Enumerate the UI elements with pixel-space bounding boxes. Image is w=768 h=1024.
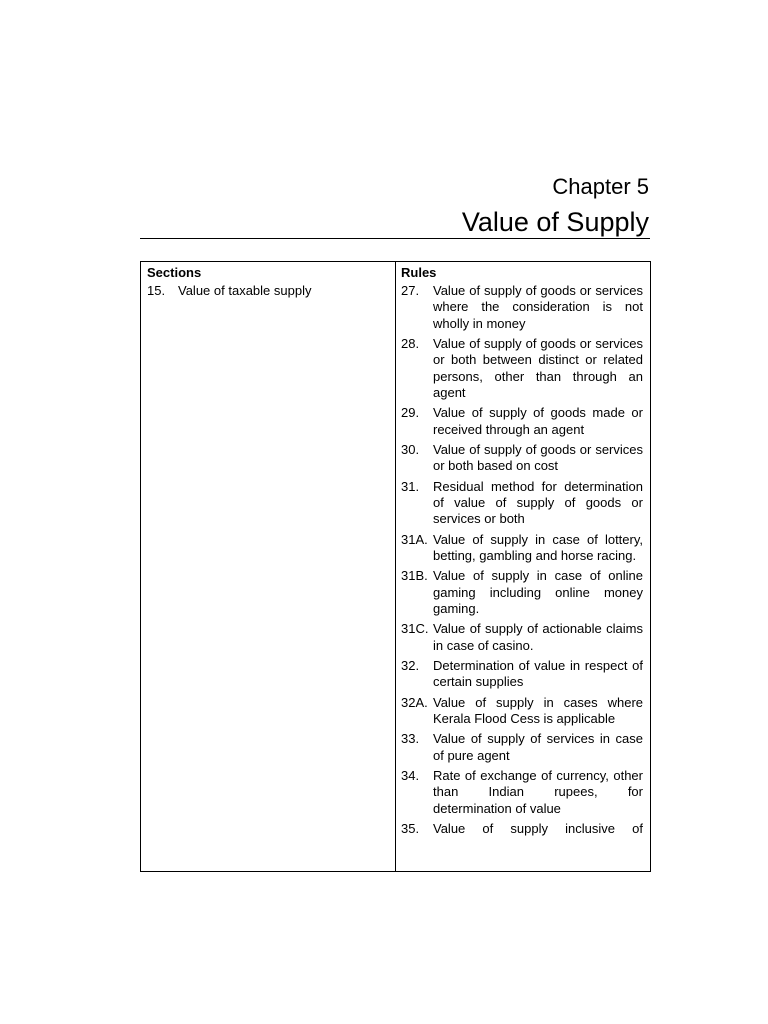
rule-text: Value of supply of goods or services or both between distinct or related persons, other than through an agent — [433, 336, 643, 401]
rule-number: 31A. — [401, 531, 428, 547]
rule-item — [401, 658, 643, 691]
chapter-number: Chapter 5 — [552, 174, 649, 199]
rule-item — [401, 405, 643, 438]
rules-column — [396, 262, 650, 871]
rule-item — [401, 442, 643, 475]
rule-number: 31C. — [401, 621, 429, 637]
sections-rules-table — [140, 261, 651, 872]
rule-number: 34. — [401, 767, 420, 783]
rule-text: Rate of exchange of currency, other than Indian rupees, for determination of value — [433, 767, 643, 816]
rule-text: Determination of value in respect of certain supplies — [433, 657, 643, 690]
rule-number: 30. — [401, 442, 420, 458]
sections-header: Sections — [147, 265, 202, 280]
rule-item — [401, 479, 643, 528]
rule-number: 28. — [401, 336, 420, 352]
rule-text: Value of supply of goods or services where the consideration is not wholly in money — [433, 283, 643, 331]
section-item — [147, 283, 389, 299]
rule-number: 32. — [401, 657, 420, 673]
rule-item — [401, 532, 643, 565]
rule-text: Value of supply of services in case of pure agent — [433, 731, 643, 763]
rule-text: Value of supply in cases where Kerala Flood Cess is applicable — [433, 694, 643, 726]
section-text: Value of taxable supply — [178, 283, 312, 298]
rule-number: 35. — [401, 820, 420, 836]
rule-item — [401, 731, 643, 764]
rule-number: 29. — [401, 405, 420, 421]
rule-item — [401, 568, 643, 617]
rule-item — [401, 621, 643, 654]
rule-number: 31. — [401, 478, 420, 494]
rule-text: Value of supply in case of online gaming including online money gaming. — [433, 568, 643, 617]
chapter-title: Value of Supply — [461, 207, 649, 237]
rule-number: 32A. — [401, 694, 428, 710]
rule-item — [401, 768, 643, 817]
rule-item — [401, 821, 643, 837]
title-divider — [140, 238, 650, 239]
rule-text: Value of supply of goods made or received through an agent — [433, 405, 643, 437]
sections-column — [141, 262, 396, 871]
rule-number: 31B. — [401, 568, 428, 584]
rule-item — [401, 695, 643, 728]
rules-header: Rules — [401, 265, 437, 280]
rule-item — [401, 283, 643, 332]
rule-text: Value of supply of actionable claims in case of casino. — [433, 621, 643, 653]
rule-number: 27. — [401, 283, 420, 298]
section-number: 15. — [147, 283, 166, 298]
rule-text: Value of supply in case of lottery, betting, gambling and horse racing. — [433, 531, 643, 564]
rule-number: 33. — [401, 731, 420, 747]
rule-text: Value of supply inclusive of — [433, 820, 643, 836]
rule-text: Residual method for determination of value of supply of goods or services or both — [433, 478, 643, 527]
rule-item — [401, 336, 643, 402]
rule-text: Value of supply of goods or services or both based on cost — [433, 442, 643, 474]
